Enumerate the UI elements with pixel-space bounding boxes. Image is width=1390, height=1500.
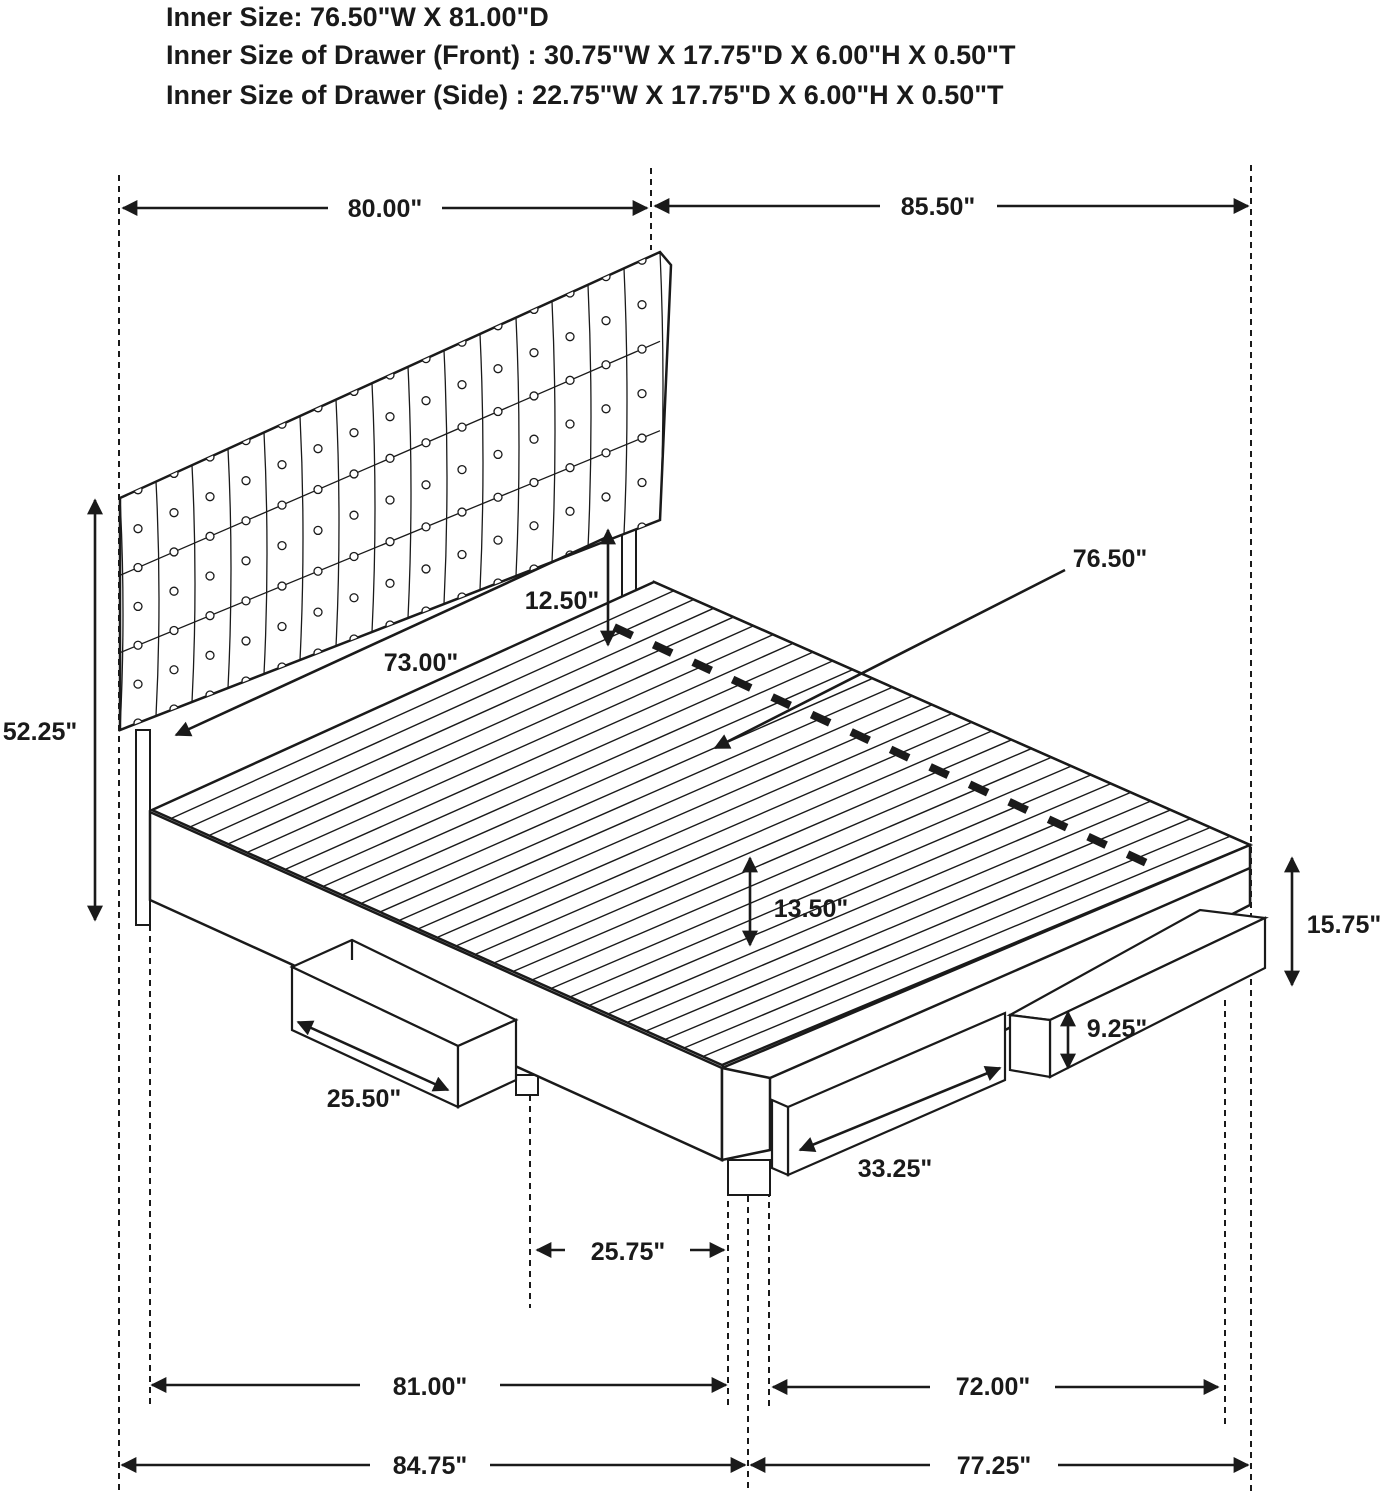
tuft-button bbox=[494, 493, 502, 501]
tuft-button bbox=[278, 501, 286, 509]
tuft-button bbox=[314, 526, 322, 534]
tuft-button bbox=[602, 361, 610, 369]
tuft-button bbox=[242, 637, 250, 645]
inner-headboard-width-label: 73.00" bbox=[383, 649, 459, 677]
tuft-button bbox=[386, 579, 394, 587]
tuft-button bbox=[134, 525, 142, 533]
tuft-button bbox=[530, 435, 538, 443]
tuft-button bbox=[638, 434, 646, 442]
tuft-button bbox=[386, 413, 394, 421]
tuft-button bbox=[494, 408, 502, 416]
tuft-button bbox=[638, 345, 646, 353]
tuft-button bbox=[602, 493, 610, 501]
tuft-button bbox=[530, 522, 538, 530]
tuft-button bbox=[458, 551, 466, 559]
tuft-button bbox=[206, 572, 214, 580]
drawer-side-size-text: Inner Size of Drawer (Side) : 22.75"W X 17.75"D X 6.00"H X 0.50"T bbox=[166, 80, 1004, 110]
tuft-button bbox=[134, 641, 142, 649]
tuft-button bbox=[458, 466, 466, 474]
tuft-button bbox=[134, 680, 142, 688]
leg-spacing-label: 25.75" bbox=[590, 1238, 666, 1266]
tuft-button bbox=[566, 507, 574, 515]
side-drawer-width-label: 25.50" bbox=[326, 1085, 402, 1113]
tuft-button bbox=[566, 333, 574, 341]
tuft-button bbox=[314, 567, 322, 575]
tuft-button bbox=[422, 439, 430, 447]
tuft-button bbox=[314, 608, 322, 616]
tuft-button bbox=[350, 594, 358, 602]
tuft-button bbox=[638, 301, 646, 309]
tuft-button bbox=[638, 390, 646, 398]
tuft-button bbox=[602, 405, 610, 413]
tuft-button bbox=[422, 481, 430, 489]
tuft-button bbox=[530, 392, 538, 400]
tuft-button bbox=[206, 532, 214, 540]
tuft-button bbox=[386, 538, 394, 546]
tuft-button bbox=[206, 612, 214, 620]
front-drawer-width-label: 33.25" bbox=[857, 1155, 933, 1183]
headboard-width-label: 80.00" bbox=[347, 195, 423, 223]
tuft-button bbox=[386, 454, 394, 462]
tuft-button bbox=[458, 423, 466, 431]
tuft-button bbox=[530, 478, 538, 486]
tuft-button bbox=[422, 397, 430, 405]
tuft-button bbox=[422, 523, 430, 531]
tuft-button bbox=[242, 557, 250, 565]
tuft-button bbox=[206, 651, 214, 659]
tuft-button bbox=[134, 602, 142, 610]
tuft-button bbox=[350, 470, 358, 478]
headboard-gap-label: 12.50" bbox=[524, 587, 600, 615]
tuft-button bbox=[242, 597, 250, 605]
tuft-button bbox=[458, 381, 466, 389]
drawer-front-size-text: Inner Size of Drawer (Front) : 30.75"W X 17.75"D X 6.00"H X 0.50"T bbox=[166, 40, 1016, 70]
tuft-button bbox=[566, 420, 574, 428]
overall-height-label: 52.25" bbox=[2, 718, 78, 746]
tuft-button bbox=[314, 486, 322, 494]
tuft-button bbox=[494, 450, 502, 458]
overall-length-label: 84.75" bbox=[392, 1452, 468, 1480]
inner-size-text: Inner Size: 76.50"W X 81.00"D bbox=[166, 2, 549, 32]
footboard-width-label: 72.00" bbox=[955, 1373, 1031, 1401]
tuft-button bbox=[566, 464, 574, 472]
tuft-button bbox=[314, 445, 322, 453]
tuft-button bbox=[566, 376, 574, 384]
drawer-height-label: 9.25" bbox=[1086, 1015, 1148, 1043]
tuft-button bbox=[278, 623, 286, 631]
tuft-button bbox=[458, 508, 466, 516]
tuft-button bbox=[206, 493, 214, 501]
side-rail-height-label: 13.50" bbox=[773, 895, 849, 923]
tuft-button bbox=[530, 349, 538, 357]
tuft-button bbox=[386, 496, 394, 504]
tuft-button bbox=[170, 587, 178, 595]
tuft-button bbox=[602, 449, 610, 457]
tuft-button bbox=[242, 517, 250, 525]
tuft-button bbox=[134, 564, 142, 572]
tuft-button bbox=[638, 479, 646, 487]
tuft-button bbox=[422, 565, 430, 573]
tuft-button bbox=[278, 582, 286, 590]
tuft-button bbox=[242, 477, 250, 485]
tuft-button bbox=[350, 552, 358, 560]
footboard-height-label: 15.75" bbox=[1306, 911, 1382, 939]
tuft-button bbox=[170, 548, 178, 556]
tuft-button bbox=[350, 511, 358, 519]
tuft-button bbox=[278, 461, 286, 469]
overall-depth-top-label: 85.50" bbox=[900, 193, 976, 221]
tuft-button bbox=[494, 365, 502, 373]
rail-length-label: 81.00" bbox=[392, 1373, 468, 1401]
inner-width-label: 76.50" bbox=[1072, 545, 1148, 573]
tuft-button bbox=[350, 429, 358, 437]
tuft-button bbox=[170, 666, 178, 674]
tuft-button bbox=[278, 542, 286, 550]
tuft-button bbox=[170, 509, 178, 517]
tuft-button bbox=[602, 317, 610, 325]
tuft-button bbox=[494, 536, 502, 544]
tuft-button bbox=[170, 626, 178, 634]
overall-width-label: 77.25" bbox=[956, 1452, 1032, 1480]
